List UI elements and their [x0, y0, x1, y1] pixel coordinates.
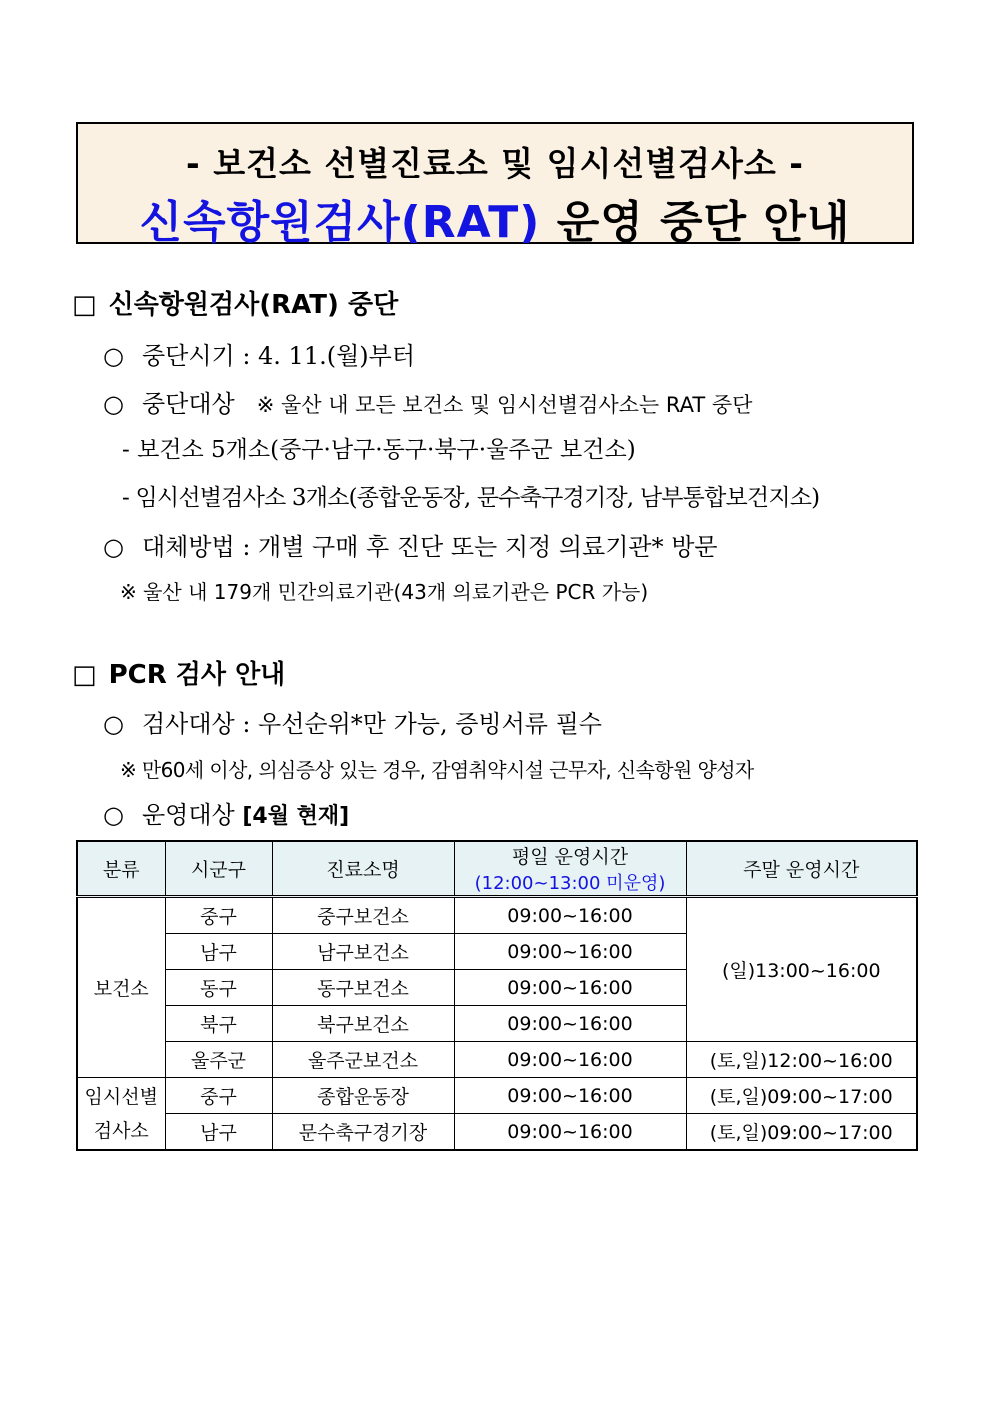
alternative-method-item: ○ 대체방법 : 개별 구매 후 진단 또는 지정 의료기관* 방문 — [103, 533, 718, 561]
document-subtitle: - 보건소 선별진료소 및 임시선별검사소 - — [186, 144, 804, 183]
pcr-target-note: ※ 만60세 이상, 의심증상 있는 경우, 감염취약시설 근무자, 신속항원 양성자 — [120, 758, 754, 782]
title-box — [76, 122, 914, 248]
circle-bullet-icon: ○ — [103, 390, 124, 418]
header-weekday: 평일 운영시간 (12:00~13:00 미운영) — [454, 841, 686, 897]
stop-target-item: ○ 중단대상 ※ 울산 내 모든 보건소 및 임시선별검사소는 RAT 중단 — [103, 390, 753, 418]
circle-bullet-icon: ○ — [103, 710, 124, 738]
table-row: 북구 북구보건소 09:00~16:00 — [77, 1006, 917, 1042]
current-month-label: [4월 현재] — [242, 804, 350, 829]
header-weekend: 주말 운영시간 — [686, 841, 917, 897]
section1-heading: □ 신속항원검사(RAT) 중단 — [72, 290, 399, 320]
table-row: 임시선별 검사소 중구 종합운동장 09:00~16:00 (토,일)09:00~17:00 — [77, 1078, 917, 1114]
group-temp-screening: 임시선별 검사소 — [77, 1078, 165, 1151]
stop-target-health-centers: - 보건소 5개소(중구·남구·동구·북구·울주군 보건소) — [122, 437, 636, 463]
checkbox-square-icon: □ — [72, 290, 97, 320]
stop-target-temp-sites: - 임시선별검사소 3개소(종합운동장, 문수축구경기장, 남부통합보건지소) — [122, 485, 820, 511]
table-row: 보건소 중구 중구보건소 09:00~16:00 (일)13:00~16:00 — [77, 897, 917, 934]
stop-target-note: ※ 울산 내 모든 보건소 및 임시선별검사소는 RAT 중단 — [256, 393, 753, 417]
pcr-target-item: ○ 검사대상 : 우선순위*만 가능, 증빙서류 필수 — [103, 710, 602, 738]
checkbox-square-icon: □ — [72, 660, 97, 690]
table-row: 울주군 울주군보건소 09:00~16:00 (토,일)12:00~16:00 — [77, 1042, 917, 1078]
header-district: 시군구 — [165, 841, 272, 897]
header-clinic: 진료소명 — [272, 841, 454, 897]
title-highlight: 신속항원검사(RAT) — [139, 197, 541, 248]
table-row: 동구 동구보건소 09:00~16:00 — [77, 970, 917, 1006]
circle-bullet-icon: ○ — [103, 342, 124, 370]
title-rest: 운영 중단 안내 — [540, 197, 851, 248]
section2-heading: □ PCR 검사 안내 — [72, 660, 286, 690]
alternative-method-note: ※ 울산 내 179개 민간의료기관(43개 의료기관은 PCR 가능) — [120, 580, 649, 604]
operation-target-item: ○ 운영대상 [4월 현재] — [103, 801, 350, 829]
table-header-row — [77, 841, 917, 897]
document-title — [78, 186, 912, 250]
weekend-merged-cell: (일)13:00~16:00 — [686, 897, 917, 1042]
header-weekday-note: (12:00~13:00 미운영) — [474, 873, 666, 894]
circle-bullet-icon: ○ — [103, 533, 124, 561]
circle-bullet-icon: ○ — [103, 801, 124, 829]
table-row: 남구 남구보건소 09:00~16:00 — [77, 934, 917, 970]
stop-date-item: ○ 중단시기 : 4. 11.(월)부터 — [103, 342, 416, 370]
header-category: 분류 — [77, 841, 165, 897]
group-health-center: 보건소 — [77, 897, 165, 1078]
table-row: 남구 문수축구경기장 09:00~16:00 (토,일)09:00~17:00 — [77, 1114, 917, 1151]
operation-schedule-table — [76, 840, 918, 1151]
